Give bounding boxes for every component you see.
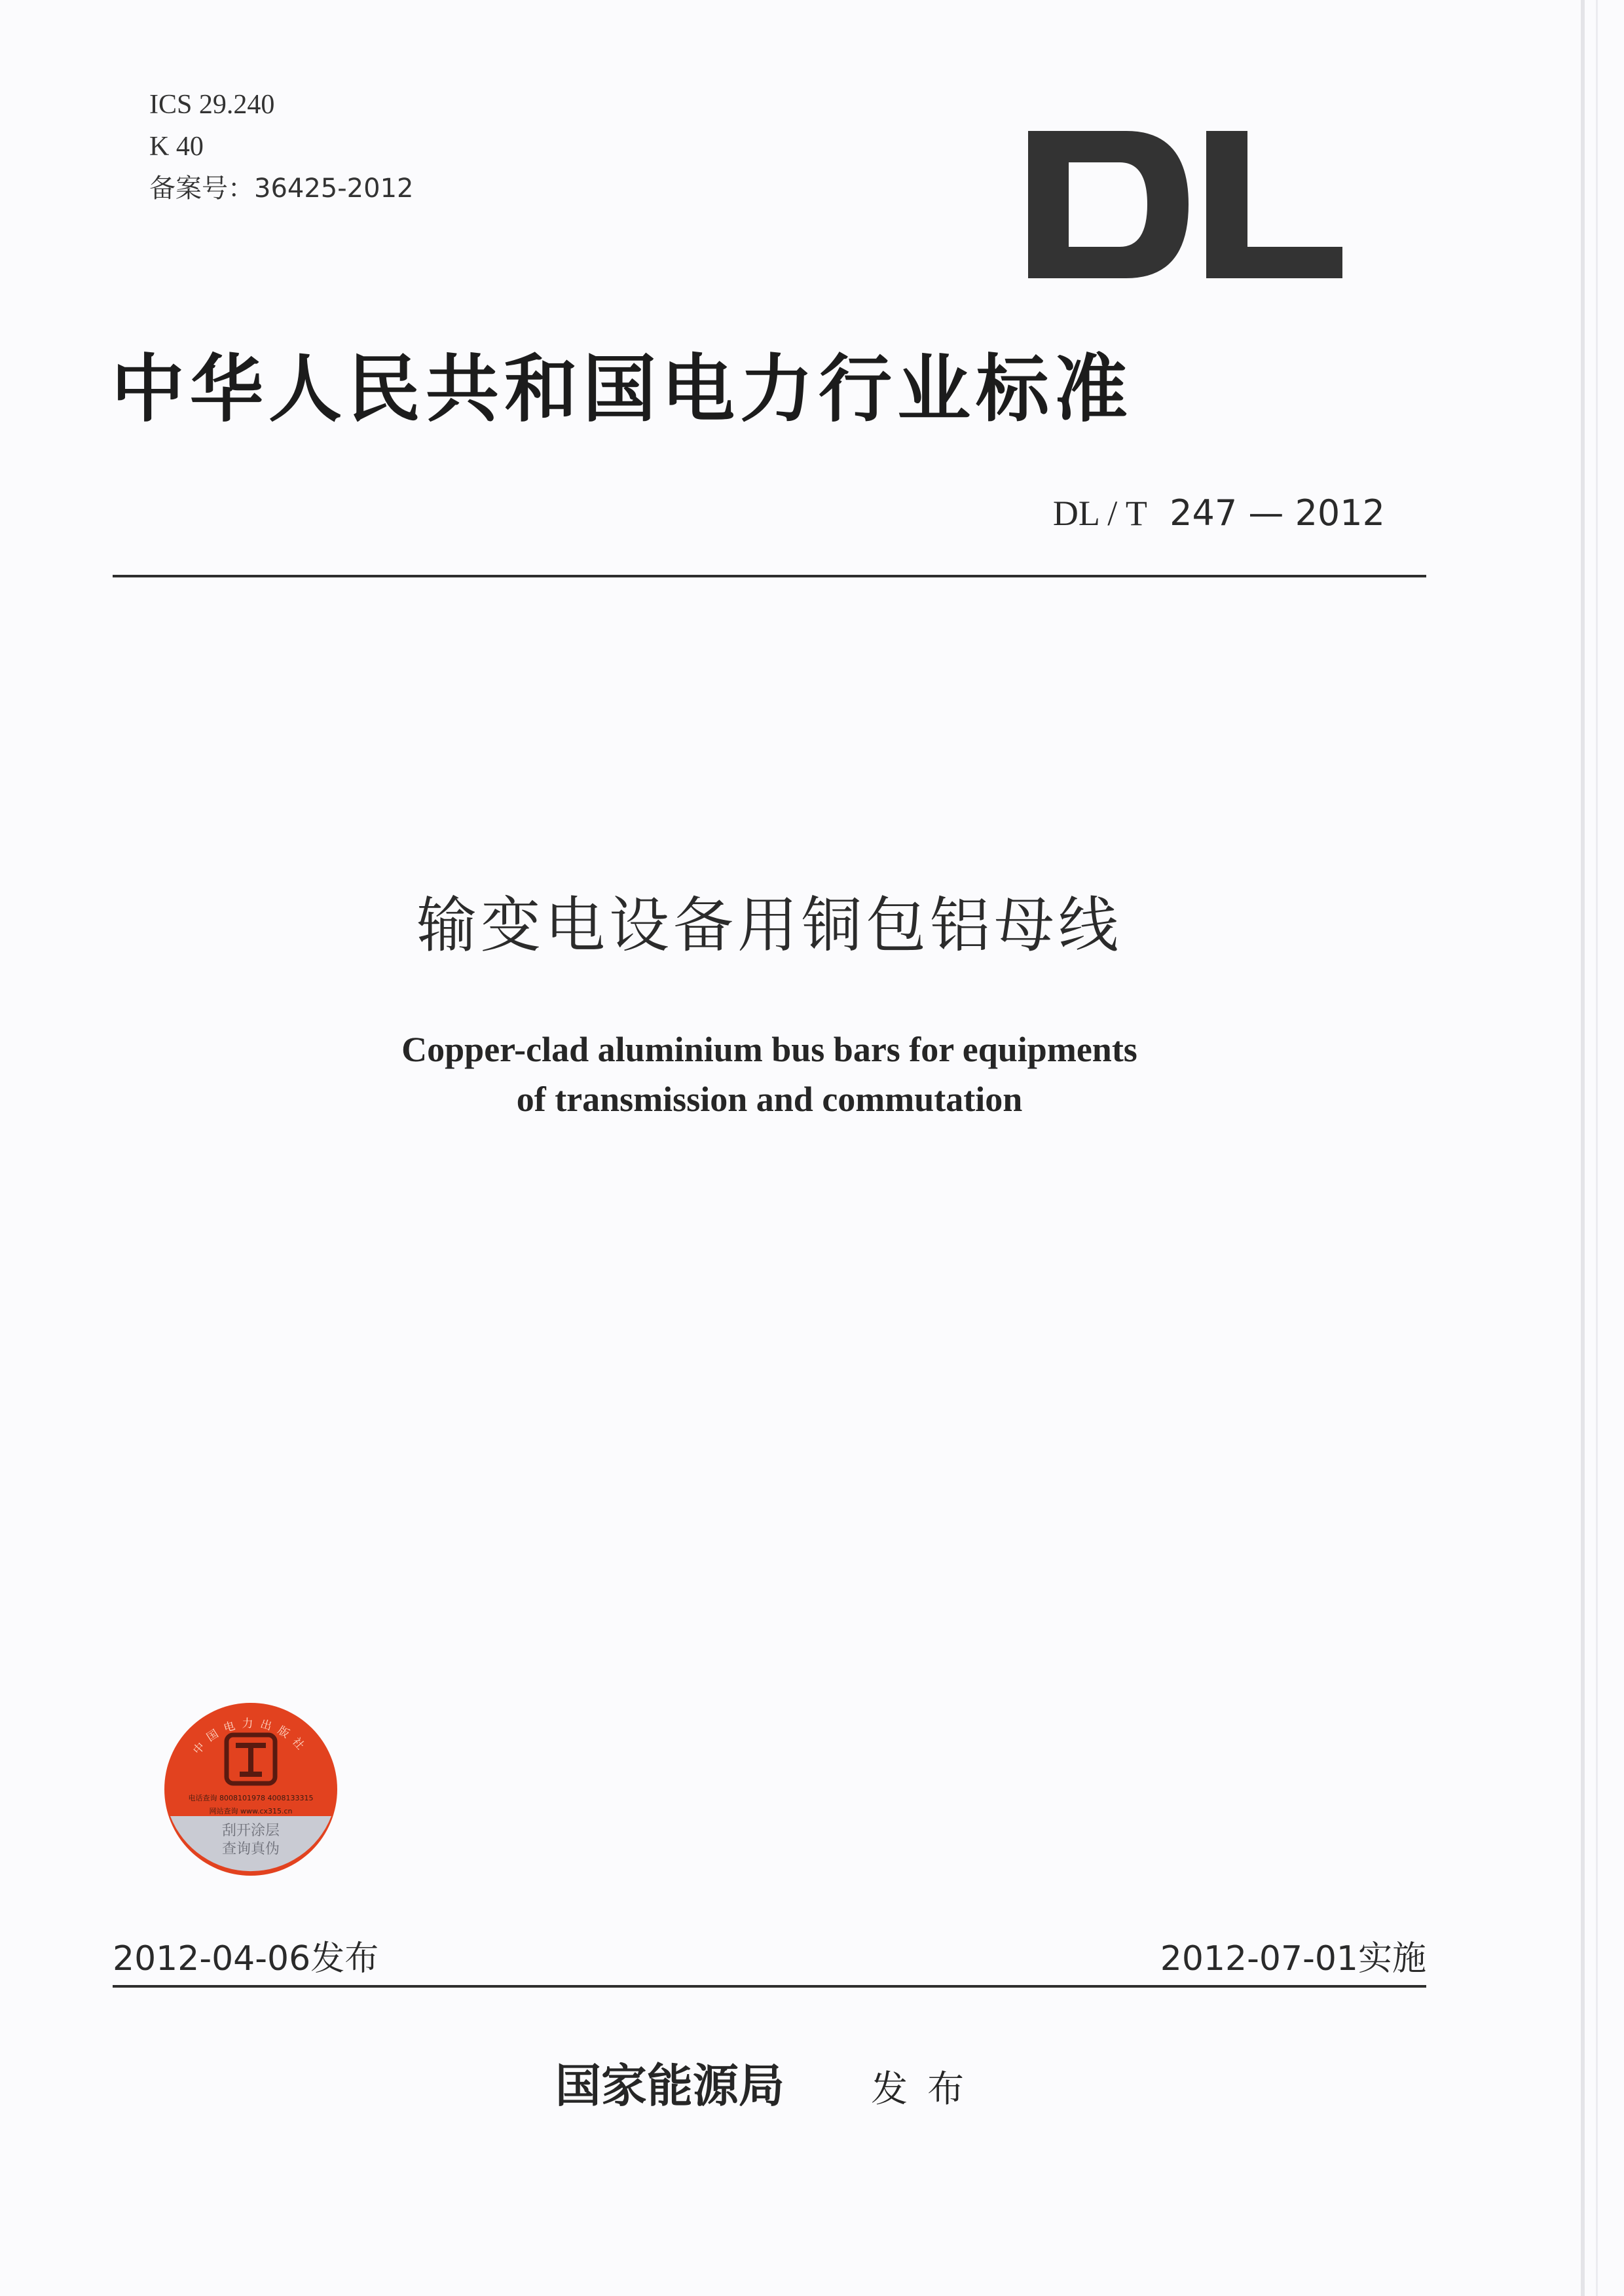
anti-counterfeit-seal [162,1701,339,1878]
filing-number: 36425-2012 [254,173,414,204]
dl-logo [1028,131,1342,278]
effective-date: 2012-07-01实施 [1160,1939,1426,1978]
seal-web-line: 网站查询 www.cx315.cn [209,1807,293,1815]
publisher-verb: 发布 [871,2068,984,2111]
filing-label: 备案号： [149,173,254,204]
header-divider [113,575,1426,577]
page-edge-shadow [1596,0,1598,2296]
seal-ring-text: 中国电力出版社 [191,1717,311,1758]
standard-number-value: 247 — 2012 [1170,492,1385,534]
publisher-name: 国家能源局 [555,2058,784,2113]
date-row [113,1931,1426,1984]
classification-block [149,84,413,210]
dl-logo-d [1028,131,1189,278]
footer-divider [113,1985,1426,1988]
standard-number [1053,492,1385,534]
seal-phone-line: 电话查询 8008101978 4008133315 [188,1794,314,1802]
filing-number-line [149,168,413,210]
document-title-en-line2: of transmission and commutation [516,1080,1023,1119]
industry-standard-title: 中华人民共和国电力行业标准 [111,346,1133,432]
dl-logo-l [1206,131,1342,278]
document-title-en [0,1025,1539,1124]
issue-date: 2012-04-06发布 [113,1939,379,1978]
standard-prefix: DL / T [1052,494,1147,533]
seal-scratch-line1: 刮开涂层 [221,1823,280,1839]
ics-code: ICS 29.240 [149,90,275,120]
document-title-en-line1: Copper-clad aluminium bus bars for equipments [401,1030,1137,1069]
document-title-zh: 输变电设备用铜包铝母线 [416,890,1122,960]
page-edge [1581,0,1585,2296]
seal-scratch-line2: 查询真伪 [221,1841,280,1857]
publisher-line [0,2049,1539,2115]
ccs-code: K 40 [149,132,204,162]
